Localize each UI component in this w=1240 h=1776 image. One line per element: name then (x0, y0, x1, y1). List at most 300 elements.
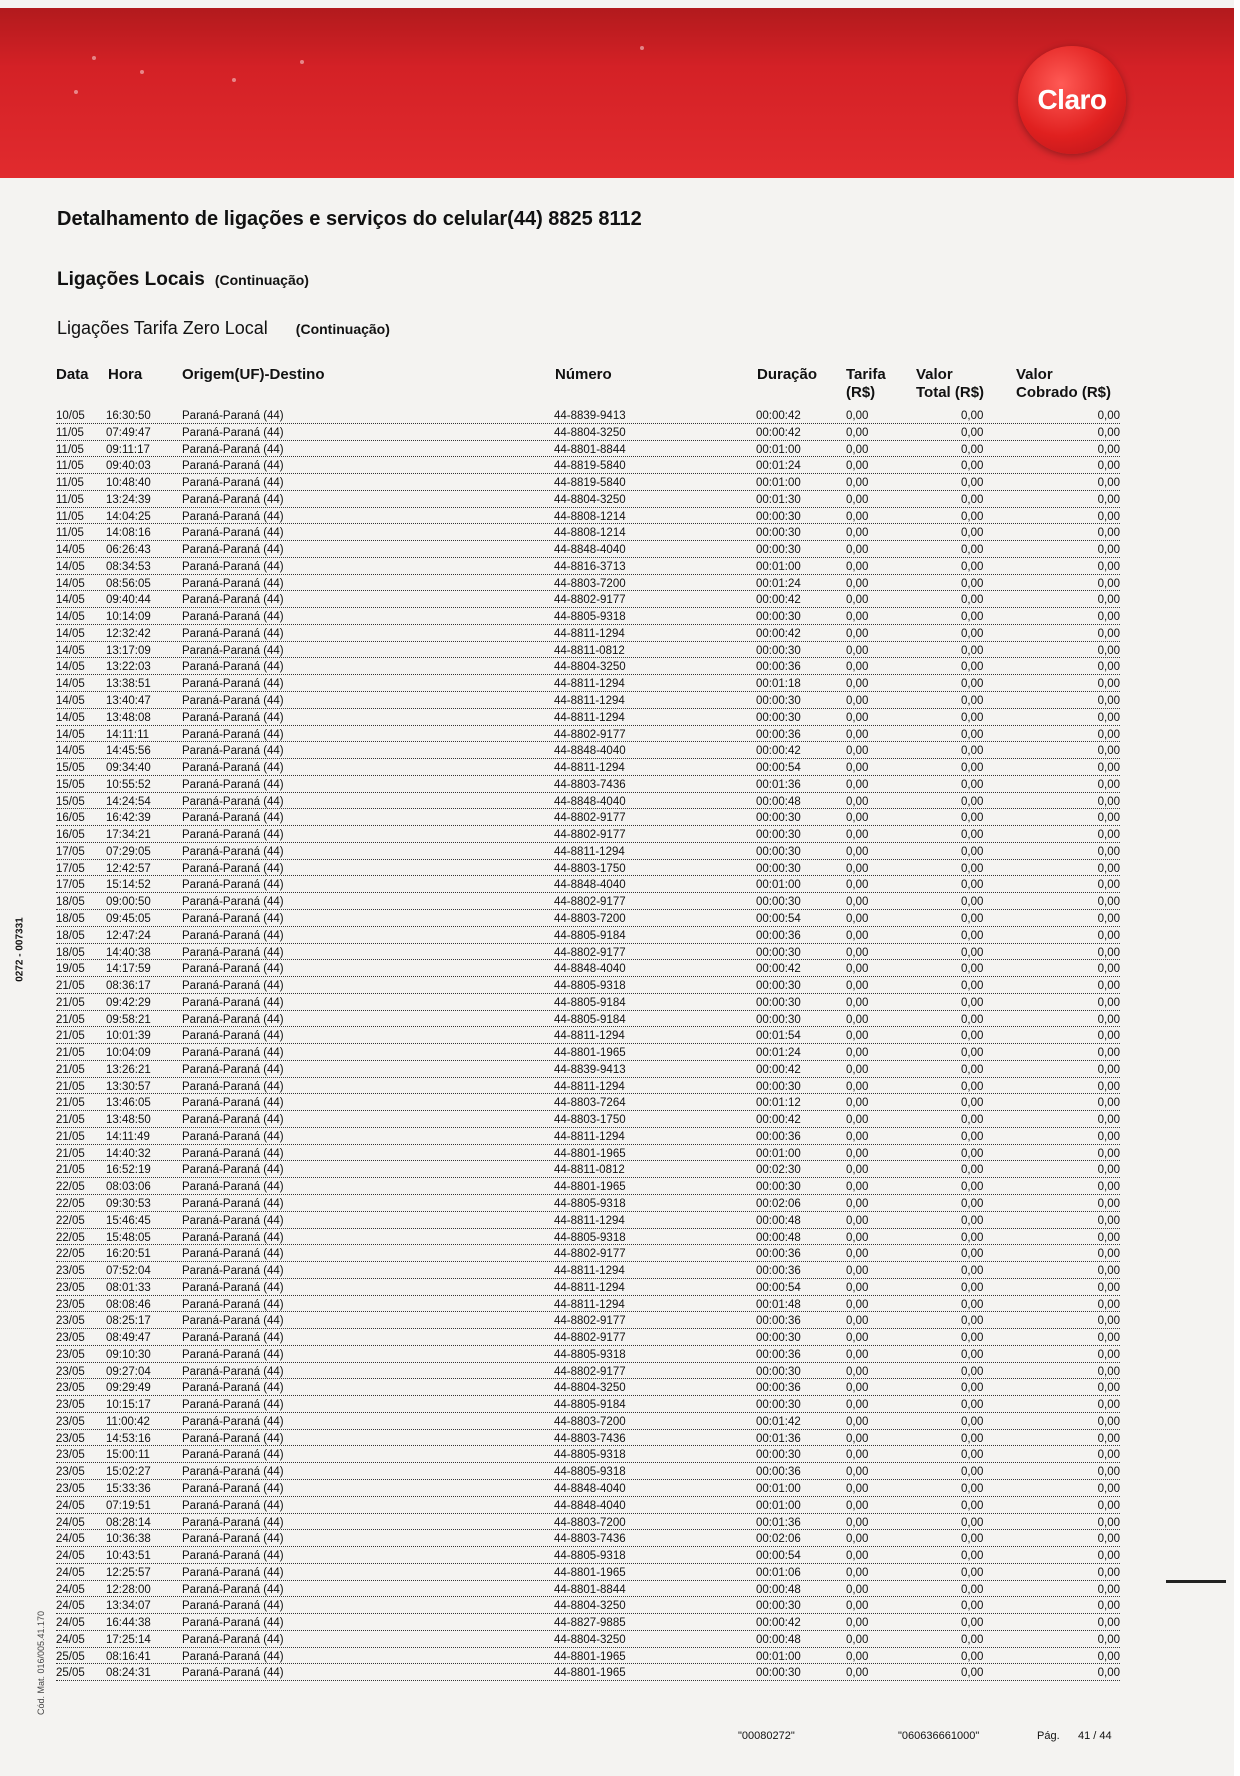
table-row (56, 845, 1120, 862)
cell-data: 25/05 (56, 1649, 87, 1666)
cell-valor-cobrado: 0,00 (1096, 1179, 1120, 1196)
cell-duracao: 00:01:36 (756, 777, 803, 794)
cell-valor-total: 0,00 (961, 1196, 985, 1213)
table-row (56, 862, 1120, 879)
footer-page-label: Pág. (1037, 1730, 1060, 1742)
cell-valor-cobrado: 0,00 (1096, 727, 1120, 744)
table-row (56, 1566, 1120, 1583)
cell-data: 24/05 (56, 1548, 87, 1565)
cell-origem: Paraná-Paraná (44) (182, 961, 286, 978)
cell-valor-total: 0,00 (961, 525, 985, 542)
cell-origem: Paraná-Paraná (44) (182, 1380, 286, 1397)
cell-valor-cobrado: 0,00 (1096, 877, 1120, 894)
cell-valor-total: 0,00 (961, 1297, 985, 1314)
cell-valor-cobrado: 0,00 (1096, 777, 1120, 794)
cell-data: 17/05 (56, 844, 87, 861)
cell-hora: 07:49:47 (106, 425, 153, 442)
cell-duracao: 00:00:36 (756, 1129, 803, 1146)
cell-tarifa: 0,00 (846, 827, 870, 844)
footer-page-number: 41 / 44 (1078, 1730, 1112, 1742)
cell-valor-cobrado: 0,00 (1096, 442, 1120, 459)
cell-numero: 44-8811-1294 (554, 710, 627, 727)
cell-tarifa: 0,00 (846, 1665, 870, 1682)
cell-duracao: 00:00:36 (756, 1313, 803, 1330)
cell-tarifa: 0,00 (846, 978, 870, 995)
cell-data: 21/05 (56, 1012, 87, 1029)
col-header-tarifa-line2: (R$) (846, 384, 876, 401)
cell-hora: 09:45:05 (106, 911, 153, 928)
cell-hora: 14:24:54 (106, 794, 153, 811)
table-row (56, 543, 1120, 560)
cell-duracao: 00:00:30 (756, 945, 803, 962)
table-row (56, 795, 1120, 812)
cell-valor-cobrado: 0,00 (1096, 827, 1120, 844)
cell-origem: Paraná-Paraná (44) (182, 794, 286, 811)
cell-data: 17/05 (56, 877, 87, 894)
cell-data: 11/05 (56, 475, 86, 492)
cell-duracao: 00:00:36 (756, 1263, 803, 1280)
cell-numero: 44-8805-9318 (554, 609, 628, 626)
cell-valor-cobrado: 0,00 (1096, 1297, 1120, 1314)
cell-numero: 44-8811-1294 (554, 1129, 627, 1146)
cell-data: 23/05 (56, 1347, 87, 1364)
table-row (56, 1130, 1120, 1147)
cell-duracao: 00:00:30 (756, 609, 803, 626)
cell-valor-total: 0,00 (961, 844, 985, 861)
cell-duracao: 00:01:00 (756, 442, 803, 459)
cell-origem: Paraná-Paraná (44) (182, 1431, 286, 1448)
cell-numero: 44-8801-8844 (554, 442, 628, 459)
cell-valor-total: 0,00 (961, 827, 985, 844)
cell-valor-total: 0,00 (961, 1598, 985, 1615)
cell-tarifa: 0,00 (846, 1179, 870, 1196)
cell-valor-total: 0,00 (961, 710, 985, 727)
cell-origem: Paraná-Paraná (44) (182, 408, 286, 425)
cell-numero: 44-8803-7436 (554, 777, 628, 794)
cell-tarifa: 0,00 (846, 643, 870, 660)
table-row (56, 409, 1120, 426)
cell-valor-cobrado: 0,00 (1096, 492, 1120, 509)
cell-valor-total: 0,00 (961, 1347, 985, 1364)
cell-numero: 44-8804-3250 (554, 492, 628, 509)
cell-data: 23/05 (56, 1280, 87, 1297)
table-row (56, 1281, 1120, 1298)
table-row (56, 1080, 1120, 1097)
cell-numero: 44-8811-1294 (554, 693, 627, 710)
cell-valor-cobrado: 0,00 (1096, 1615, 1120, 1632)
cell-hora: 07:52:04 (106, 1263, 153, 1280)
cell-numero: 44-8805-9184 (554, 1012, 628, 1029)
cell-data: 24/05 (56, 1582, 87, 1599)
cell-origem: Paraná-Paraná (44) (182, 1028, 286, 1045)
cell-hora: 16:30:50 (106, 408, 153, 425)
cell-tarifa: 0,00 (846, 1129, 870, 1146)
cell-valor-cobrado: 0,00 (1096, 844, 1120, 861)
cell-duracao: 00:01:24 (756, 458, 803, 475)
cell-numero: 44-8802-9177 (554, 945, 628, 962)
cell-duracao: 00:01:00 (756, 1481, 803, 1498)
cell-duracao: 00:00:48 (756, 1632, 803, 1649)
cell-valor-total: 0,00 (961, 1481, 985, 1498)
cell-valor-total: 0,00 (961, 1230, 985, 1247)
cell-hora: 16:42:39 (106, 810, 153, 827)
logo-text: Claro (1037, 84, 1107, 115)
cell-origem: Paraná-Paraná (44) (182, 1649, 286, 1666)
cell-numero: 44-8804-3250 (554, 659, 628, 676)
cell-tarifa: 0,00 (846, 928, 870, 945)
table-row (56, 1013, 1120, 1030)
table-row (56, 962, 1120, 979)
cell-valor-total: 0,00 (961, 458, 985, 475)
cell-valor-cobrado: 0,00 (1096, 643, 1120, 660)
cell-tarifa: 0,00 (846, 1582, 870, 1599)
cell-numero: 44-8802-9177 (554, 727, 628, 744)
cell-valor-total: 0,00 (961, 1548, 985, 1565)
cell-duracao: 00:02:30 (756, 1162, 803, 1179)
cell-tarifa: 0,00 (846, 425, 870, 442)
cell-hora: 13:30:57 (106, 1079, 153, 1096)
cell-valor-total: 0,00 (961, 1330, 985, 1347)
cell-numero: 44-8801-8844 (554, 1582, 628, 1599)
table-row (56, 1499, 1120, 1516)
cell-numero: 44-8805-9318 (554, 1230, 628, 1247)
table-row (56, 996, 1120, 1013)
cell-valor-cobrado: 0,00 (1096, 1280, 1120, 1297)
cell-origem: Paraná-Paraná (44) (182, 1079, 286, 1096)
cell-origem: Paraná-Paraná (44) (182, 1129, 286, 1146)
cell-origem: Paraná-Paraná (44) (182, 525, 286, 542)
cell-duracao: 00:00:30 (756, 978, 803, 995)
cell-tarifa: 0,00 (846, 1196, 870, 1213)
cell-valor-total: 0,00 (961, 1414, 985, 1431)
cell-tarifa: 0,00 (846, 626, 870, 643)
cell-valor-cobrado: 0,00 (1096, 1498, 1120, 1515)
cell-valor-cobrado: 0,00 (1096, 945, 1120, 962)
cell-origem: Paraná-Paraná (44) (182, 995, 286, 1012)
table-row (56, 1532, 1120, 1549)
cell-valor-cobrado: 0,00 (1096, 961, 1120, 978)
cell-numero: 44-8811-1294 (554, 1263, 627, 1280)
cell-tarifa: 0,00 (846, 911, 870, 928)
cell-valor-total: 0,00 (961, 442, 985, 459)
cell-valor-cobrado: 0,00 (1096, 1598, 1120, 1615)
banner-speck (232, 78, 236, 82)
table-row (56, 1650, 1120, 1667)
table-row (56, 1415, 1120, 1432)
cell-valor-cobrado: 0,00 (1096, 559, 1120, 576)
cell-hora: 10:55:52 (106, 777, 153, 794)
cell-numero: 44-8816-3713 (554, 559, 628, 576)
cell-tarifa: 0,00 (846, 442, 870, 459)
cell-valor-total: 0,00 (961, 978, 985, 995)
cell-valor-total: 0,00 (961, 945, 985, 962)
table-row (56, 476, 1120, 493)
cell-valor-cobrado: 0,00 (1096, 1213, 1120, 1230)
table-row (56, 1633, 1120, 1650)
cell-hora: 09:29:49 (106, 1380, 153, 1397)
cell-duracao: 00:01:00 (756, 877, 803, 894)
banner-speck (74, 90, 78, 94)
cell-valor-total: 0,00 (961, 1665, 985, 1682)
footer-code-2: "060636661000" (898, 1730, 980, 1742)
cell-duracao: 00:01:00 (756, 559, 803, 576)
cell-numero: 44-8811-0812 (554, 1162, 627, 1179)
cell-data: 15/05 (56, 794, 87, 811)
cell-origem: Paraná-Paraná (44) (182, 676, 286, 693)
table-row (56, 1616, 1120, 1633)
cell-duracao: 00:00:42 (756, 743, 803, 760)
cell-numero: 44-8808-1214 (554, 525, 628, 542)
cell-hora: 14:40:32 (106, 1146, 153, 1163)
cell-tarifa: 0,00 (846, 1213, 870, 1230)
section-note: (Continuação) (214, 272, 309, 288)
cell-hora: 12:25:57 (106, 1565, 153, 1582)
cell-hora: 10:01:39 (106, 1028, 153, 1045)
cell-tarifa: 0,00 (846, 877, 870, 894)
cell-data: 18/05 (56, 911, 87, 928)
cell-duracao: 00:01:00 (756, 1649, 803, 1666)
cell-valor-total: 0,00 (961, 1028, 985, 1045)
cell-valor-total: 0,00 (961, 1498, 985, 1515)
cell-origem: Paraná-Paraná (44) (182, 1632, 286, 1649)
cell-valor-cobrado: 0,00 (1096, 1162, 1120, 1179)
cell-numero: 44-8848-4040 (554, 1481, 628, 1498)
cell-valor-cobrado: 0,00 (1096, 626, 1120, 643)
cell-data: 14/05 (56, 542, 87, 559)
table-row (56, 878, 1120, 895)
cell-valor-cobrado: 0,00 (1096, 425, 1120, 442)
cell-data: 23/05 (56, 1313, 87, 1330)
cell-data: 24/05 (56, 1531, 87, 1548)
cell-data: 14/05 (56, 609, 87, 626)
subsection-heading (57, 318, 390, 339)
cell-origem: Paraná-Paraná (44) (182, 1515, 286, 1532)
cell-tarifa: 0,00 (846, 1095, 870, 1112)
cell-tarifa: 0,00 (846, 861, 870, 878)
cell-data: 24/05 (56, 1615, 87, 1632)
cell-numero: 44-8848-4040 (554, 794, 628, 811)
cell-hora: 14:08:16 (106, 525, 153, 542)
cell-tarifa: 0,00 (846, 1649, 870, 1666)
cell-data: 15/05 (56, 777, 87, 794)
cell-data: 18/05 (56, 945, 87, 962)
cell-origem: Paraná-Paraná (44) (182, 844, 286, 861)
cell-valor-cobrado: 0,00 (1096, 1347, 1120, 1364)
cell-origem: Paraná-Paraná (44) (182, 1280, 286, 1297)
cell-valor-total: 0,00 (961, 1045, 985, 1062)
cell-valor-cobrado: 0,00 (1096, 542, 1120, 559)
cell-valor-cobrado: 0,00 (1096, 1397, 1120, 1414)
cell-data: 23/05 (56, 1263, 87, 1280)
cell-duracao: 00:01:00 (756, 475, 803, 492)
cell-origem: Paraná-Paraná (44) (182, 492, 286, 509)
cell-valor-cobrado: 0,00 (1096, 1146, 1120, 1163)
cell-duracao: 00:00:42 (756, 626, 803, 643)
cell-valor-cobrado: 0,00 (1096, 1045, 1120, 1062)
cell-numero: 44-8803-7200 (554, 576, 628, 593)
cell-duracao: 00:01:42 (756, 1414, 803, 1431)
cell-tarifa: 0,00 (846, 693, 870, 710)
cell-numero: 44-8803-7200 (554, 1414, 628, 1431)
cell-hora: 09:40:03 (106, 458, 153, 475)
cell-origem: Paraná-Paraná (44) (182, 592, 286, 609)
cell-tarifa: 0,00 (846, 1481, 870, 1498)
cell-numero: 44-8848-4040 (554, 961, 628, 978)
cell-valor-total: 0,00 (961, 961, 985, 978)
cell-data: 23/05 (56, 1364, 87, 1381)
cell-tarifa: 0,00 (846, 676, 870, 693)
cell-duracao: 00:02:06 (756, 1531, 803, 1548)
cell-tarifa: 0,00 (846, 525, 870, 542)
table-row (56, 610, 1120, 627)
cell-hora: 10:48:40 (106, 475, 153, 492)
cell-data: 24/05 (56, 1632, 87, 1649)
cell-valor-total: 0,00 (961, 1246, 985, 1263)
table-row (56, 1549, 1120, 1566)
cell-hora: 16:44:38 (106, 1615, 153, 1632)
cell-origem: Paraná-Paraná (44) (182, 945, 286, 962)
cell-hora: 11:00:42 (106, 1414, 152, 1431)
cell-tarifa: 0,00 (846, 1079, 870, 1096)
cell-valor-cobrado: 0,00 (1096, 810, 1120, 827)
cell-valor-total: 0,00 (961, 559, 985, 576)
cell-valor-total: 0,00 (961, 1565, 985, 1582)
cell-hora: 15:00:11 (106, 1447, 152, 1464)
cell-hora: 15:46:45 (106, 1213, 153, 1230)
cell-data: 14/05 (56, 743, 87, 760)
cell-tarifa: 0,00 (846, 659, 870, 676)
table-row (56, 493, 1120, 510)
cell-valor-total: 0,00 (961, 592, 985, 609)
cell-valor-cobrado: 0,00 (1096, 861, 1120, 878)
cell-valor-cobrado: 0,00 (1096, 1414, 1120, 1431)
cell-duracao: 00:00:30 (756, 509, 803, 526)
cell-hora: 08:36:17 (106, 978, 153, 995)
cell-tarifa: 0,00 (846, 961, 870, 978)
cell-valor-total: 0,00 (961, 1146, 985, 1163)
section-label: Ligações Locais (57, 269, 205, 290)
cell-valor-cobrado: 0,00 (1096, 743, 1120, 760)
cell-valor-total: 0,00 (961, 1062, 985, 1079)
cell-numero: 44-8811-1294 (554, 1213, 627, 1230)
cell-origem: Paraná-Paraná (44) (182, 509, 286, 526)
cell-hora: 06:26:43 (106, 542, 153, 559)
cell-duracao: 00:00:54 (756, 760, 803, 777)
cell-hora: 13:24:39 (106, 492, 153, 509)
subsection-label: Ligações Tarifa Zero Local (57, 318, 268, 338)
cell-tarifa: 0,00 (846, 1146, 870, 1163)
margin-mark (1166, 1580, 1226, 1583)
cell-duracao: 00:01:12 (756, 1095, 803, 1112)
side-material-code: Cód. Mat. 016/005.41.170 (36, 1610, 46, 1716)
table-row (56, 1096, 1120, 1113)
header-banner (0, 8, 1240, 178)
cell-origem: Paraná-Paraná (44) (182, 576, 286, 593)
cell-duracao: 00:00:42 (756, 1062, 803, 1079)
cell-duracao: 00:00:30 (756, 1598, 803, 1615)
table-row (56, 677, 1120, 694)
cell-numero: 44-8827-9885 (554, 1615, 628, 1632)
cell-hora: 14:11:11 (106, 727, 151, 744)
cell-data: 14/05 (56, 643, 87, 660)
cell-tarifa: 0,00 (846, 1112, 870, 1129)
table-row (56, 728, 1120, 745)
cell-valor-cobrado: 0,00 (1096, 525, 1120, 542)
cell-numero: 44-8802-9177 (554, 592, 628, 609)
cell-tarifa: 0,00 (846, 844, 870, 861)
cell-hora: 13:22:03 (106, 659, 153, 676)
footer-code-1: "00080272" (738, 1730, 795, 1742)
table-row (56, 1599, 1120, 1616)
cell-tarifa: 0,00 (846, 1531, 870, 1548)
cell-data: 24/05 (56, 1565, 87, 1582)
cell-data: 22/05 (56, 1196, 87, 1213)
table-row (56, 510, 1120, 527)
cell-hora: 08:08:46 (106, 1297, 153, 1314)
cell-numero: 44-8811-1294 (554, 760, 627, 777)
cell-data: 23/05 (56, 1330, 87, 1347)
cell-duracao: 00:01:18 (756, 676, 803, 693)
cell-duracao: 00:00:54 (756, 1280, 803, 1297)
cell-duracao: 00:01:24 (756, 1045, 803, 1062)
cell-valor-total: 0,00 (961, 1380, 985, 1397)
cell-duracao: 00:00:30 (756, 643, 803, 660)
cell-tarifa: 0,00 (846, 1548, 870, 1565)
cell-origem: Paraná-Paraná (44) (182, 693, 286, 710)
table-row (56, 1314, 1120, 1331)
cell-duracao: 00:00:30 (756, 1012, 803, 1029)
cell-origem: Paraná-Paraná (44) (182, 1062, 286, 1079)
table-row (56, 1147, 1120, 1164)
cell-origem: Paraná-Paraná (44) (182, 1548, 286, 1565)
cell-tarifa: 0,00 (846, 492, 870, 509)
cell-data: 14/05 (56, 576, 87, 593)
cell-valor-cobrado: 0,00 (1096, 592, 1120, 609)
cell-valor-cobrado: 0,00 (1096, 1079, 1120, 1096)
cell-valor-total: 0,00 (961, 408, 985, 425)
cell-numero: 44-8803-7436 (554, 1531, 628, 1548)
cell-numero: 44-8803-1750 (554, 1112, 628, 1129)
cell-valor-cobrado: 0,00 (1096, 911, 1120, 928)
cell-duracao: 00:00:42 (756, 961, 803, 978)
cell-duracao: 00:00:42 (756, 592, 803, 609)
cell-numero: 44-8805-9184 (554, 928, 628, 945)
cell-duracao: 00:01:36 (756, 1431, 803, 1448)
cell-numero: 44-8811-1294 (554, 844, 627, 861)
cell-valor-cobrado: 0,00 (1096, 475, 1120, 492)
cell-origem: Paraná-Paraná (44) (182, 1330, 286, 1347)
cell-duracao: 00:00:54 (756, 911, 803, 928)
cell-duracao: 00:00:48 (756, 1582, 803, 1599)
table-row (56, 1666, 1120, 1683)
cell-numero: 44-8804-3250 (554, 1632, 628, 1649)
table-row (56, 761, 1120, 778)
cell-hora: 09:58:21 (106, 1012, 153, 1029)
col-header-hora: Hora (108, 366, 143, 383)
cell-data: 14/05 (56, 710, 87, 727)
cell-duracao: 00:00:42 (756, 425, 803, 442)
cell-tarifa: 0,00 (846, 1012, 870, 1029)
table-row (56, 593, 1120, 610)
cell-valor-cobrado: 0,00 (1096, 1447, 1120, 1464)
cell-valor-cobrado: 0,00 (1096, 1112, 1120, 1129)
cell-origem: Paraná-Paraná (44) (182, 542, 286, 559)
cell-numero: 44-8802-9177 (554, 827, 628, 844)
cell-numero: 44-8801-1965 (554, 1045, 628, 1062)
cell-origem: Paraná-Paraná (44) (182, 978, 286, 995)
cell-duracao: 00:00:36 (756, 1380, 803, 1397)
table-row (56, 1348, 1120, 1365)
